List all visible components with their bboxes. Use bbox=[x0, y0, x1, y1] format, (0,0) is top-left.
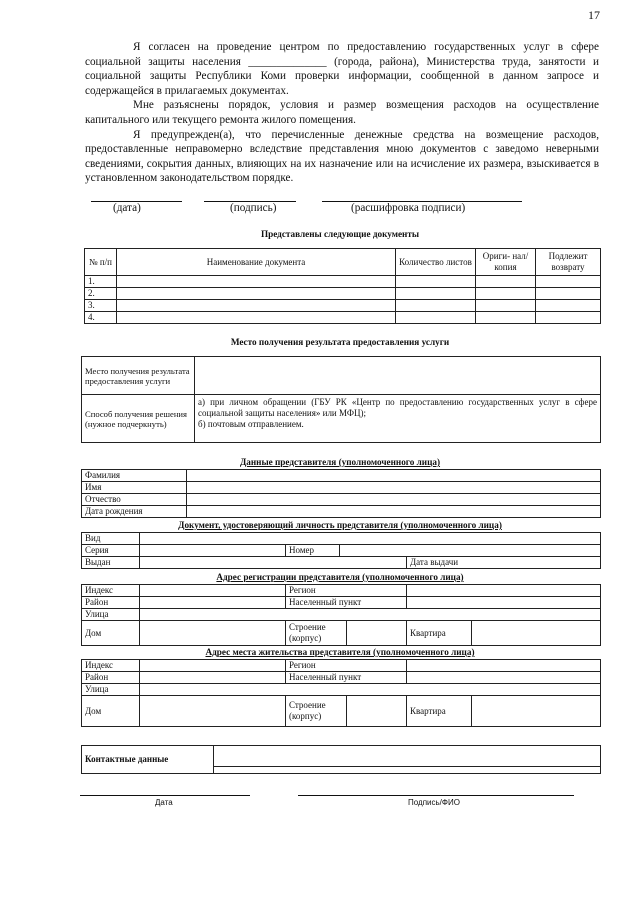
surname-label: Фамилия bbox=[82, 470, 187, 482]
building-field[interactable] bbox=[347, 621, 406, 645]
residence-address-title: Адрес места жительства представителя (уполномоченного лица) bbox=[205, 647, 475, 657]
result-method-options bbox=[195, 395, 601, 443]
apartment-label: Квартира bbox=[407, 621, 472, 645]
apartment-field[interactable] bbox=[472, 621, 600, 645]
district-field[interactable] bbox=[140, 597, 286, 609]
birthdate-field[interactable] bbox=[187, 506, 601, 518]
quantity-cell[interactable] bbox=[396, 312, 476, 324]
patronymic-field[interactable] bbox=[187, 494, 601, 506]
index-label: Индекс bbox=[82, 660, 140, 672]
row-number: 3. bbox=[85, 300, 117, 312]
contacts-field[interactable] bbox=[214, 746, 601, 774]
contacts-table bbox=[81, 745, 601, 774]
doc-type-field[interactable] bbox=[140, 533, 601, 545]
header-quantity: Количество листов bbox=[396, 249, 476, 276]
table-row bbox=[85, 300, 601, 312]
row-number: 2. bbox=[85, 288, 117, 300]
documents-table bbox=[84, 248, 601, 324]
apartment-field[interactable] bbox=[472, 696, 600, 726]
result-table bbox=[81, 356, 601, 443]
house-field[interactable] bbox=[140, 621, 286, 646]
region-label: Регион bbox=[286, 660, 407, 672]
locality-field[interactable] bbox=[407, 597, 601, 609]
series-field[interactable] bbox=[140, 545, 286, 557]
district-field[interactable] bbox=[140, 672, 286, 684]
birthdate-label: Дата рождения bbox=[82, 506, 187, 518]
footer-sign-caption: Подпись/ФИО bbox=[408, 798, 460, 807]
building-apartment-cell bbox=[286, 696, 407, 727]
table-row bbox=[85, 276, 601, 288]
building-label: Строение (корпус) bbox=[286, 621, 347, 645]
quantity-cell[interactable] bbox=[396, 300, 476, 312]
quantity-cell[interactable] bbox=[396, 288, 476, 300]
result-method-label: Способ получения решения (нужное подчеркнуть) bbox=[82, 395, 195, 443]
header-num: № п/п bbox=[85, 249, 117, 276]
residence-address-table bbox=[81, 659, 601, 727]
doc-name-cell[interactable] bbox=[117, 276, 396, 288]
consent-paragraph-1: Я согласен на проведение центром по предоставлению государственных услуг в сфере социальной защиты населения ______________ (города, района), Министерства труда, занятости и социальной защиты Республики Коми проверки информации, сообщенной в данном запросе и содержащейся в прилагаемых документах. bbox=[85, 41, 599, 97]
result-place-label: Место получения результата предоставления услуги bbox=[82, 357, 195, 395]
row-number: 1. bbox=[85, 276, 117, 288]
row-number: 4. bbox=[85, 312, 117, 324]
header-doc-name: Наименование документа bbox=[117, 249, 396, 276]
original-copy-cell[interactable] bbox=[476, 276, 536, 288]
locality-field[interactable] bbox=[407, 672, 601, 684]
table-row bbox=[85, 288, 601, 300]
house-field[interactable] bbox=[140, 696, 286, 727]
header-return: Подлежит возврату bbox=[536, 249, 601, 276]
index-field[interactable] bbox=[140, 585, 286, 597]
doc-name-cell[interactable] bbox=[117, 300, 396, 312]
registration-address-table bbox=[81, 584, 601, 646]
original-copy-cell[interactable] bbox=[476, 288, 536, 300]
building-apartment-cell bbox=[286, 621, 407, 646]
original-copy-cell[interactable] bbox=[476, 312, 536, 324]
result-title: Место получения результата предоставления услуги bbox=[230, 337, 450, 347]
decoding-caption: (расшифровка подписи) bbox=[351, 202, 466, 214]
doc-name-cell[interactable] bbox=[117, 312, 396, 324]
option-in-person[interactable]: а) при личном обращении (ГБУ РК «Центр по предоставлению государственных услуг в сфере социальной защиты населения» или МФЦ); bbox=[198, 397, 597, 418]
doc-type-label: Вид bbox=[82, 533, 140, 545]
street-field[interactable] bbox=[140, 684, 601, 696]
district-label: Район bbox=[82, 597, 140, 609]
issue-date-label[interactable]: Дата выдачи bbox=[407, 557, 601, 569]
issued-label: Выдан bbox=[82, 557, 140, 569]
header-original-copy: Ориги- нал/копия bbox=[476, 249, 536, 276]
building-label: Строение (корпус) bbox=[286, 696, 347, 726]
region-field[interactable] bbox=[407, 660, 601, 672]
page-number: 17 bbox=[588, 8, 600, 22]
original-copy-cell[interactable] bbox=[476, 300, 536, 312]
street-label: Улица bbox=[82, 609, 140, 621]
signature-caption: (подпись) bbox=[230, 202, 277, 214]
representative-table bbox=[81, 469, 601, 518]
apartment-label: Квартира bbox=[407, 696, 472, 726]
return-cell[interactable] bbox=[536, 288, 601, 300]
street-field[interactable] bbox=[140, 609, 601, 621]
footer-date-caption: Дата bbox=[155, 798, 173, 807]
index-label: Индекс bbox=[82, 585, 140, 597]
locality-label: Населенный пункт bbox=[286, 672, 407, 684]
apartment-cell bbox=[407, 696, 601, 727]
registration-address-title: Адрес регистрации представителя (уполномоченного лица) bbox=[216, 572, 464, 582]
name-field[interactable] bbox=[187, 482, 601, 494]
number-field[interactable] bbox=[340, 545, 601, 557]
region-label: Регион bbox=[286, 585, 407, 597]
date-caption: (дата) bbox=[113, 202, 141, 214]
house-label: Дом bbox=[82, 696, 140, 727]
street-label: Улица bbox=[82, 684, 140, 696]
quantity-cell[interactable] bbox=[396, 276, 476, 288]
doc-name-cell[interactable] bbox=[117, 288, 396, 300]
table-row bbox=[85, 312, 601, 324]
name-label: Имя bbox=[82, 482, 187, 494]
consent-paragraph-3: Я предупрежден(а), что перечисленные денежные средства на возмещение расходов, предоставленные неправомерно вследствие представления мною документов с заведомо неверными сведениями, сокрытия данных, влияющих на их назначение или на исчисление их размера, взыскивается в установленном законодательством порядке. bbox=[85, 128, 599, 185]
district-label: Район bbox=[82, 672, 140, 684]
issued-field[interactable] bbox=[140, 557, 407, 569]
representative-title: Данные представителя (уполномоченного лица) bbox=[239, 457, 441, 467]
return-cell[interactable] bbox=[536, 276, 601, 288]
building-field[interactable] bbox=[347, 696, 406, 726]
footer-date-line[interactable] bbox=[80, 795, 250, 796]
surname-field[interactable] bbox=[187, 470, 601, 482]
locality-label: Населенный пункт bbox=[286, 597, 407, 609]
consent-paragraph-2: Мне разъяснены порядок, условия и размер возмещения расходов на осуществление капитального или текущего ремонта жилого помещения. bbox=[85, 99, 599, 126]
return-cell[interactable] bbox=[536, 312, 601, 324]
id-document-title: Документ, удостоверяющий личность представителя (уполномоченного лица) bbox=[178, 520, 502, 530]
number-label: Номер bbox=[286, 545, 340, 557]
series-label: Серия bbox=[82, 545, 140, 557]
index-field[interactable] bbox=[140, 660, 286, 672]
footer-sign-line[interactable] bbox=[298, 795, 574, 796]
result-place-value[interactable] bbox=[195, 357, 601, 395]
patronymic-label: Отчество bbox=[82, 494, 187, 506]
option-by-mail[interactable]: б) почтовым отправлением. bbox=[198, 419, 304, 429]
house-label: Дом bbox=[82, 621, 140, 646]
id-document-table bbox=[81, 532, 601, 569]
region-field[interactable] bbox=[407, 585, 601, 597]
documents-title: Представлены следующие документы bbox=[260, 229, 420, 239]
contacts-label: Контактные данные bbox=[82, 746, 214, 774]
consent-text bbox=[85, 40, 599, 186]
return-cell[interactable] bbox=[536, 300, 601, 312]
apartment-cell bbox=[407, 621, 601, 646]
